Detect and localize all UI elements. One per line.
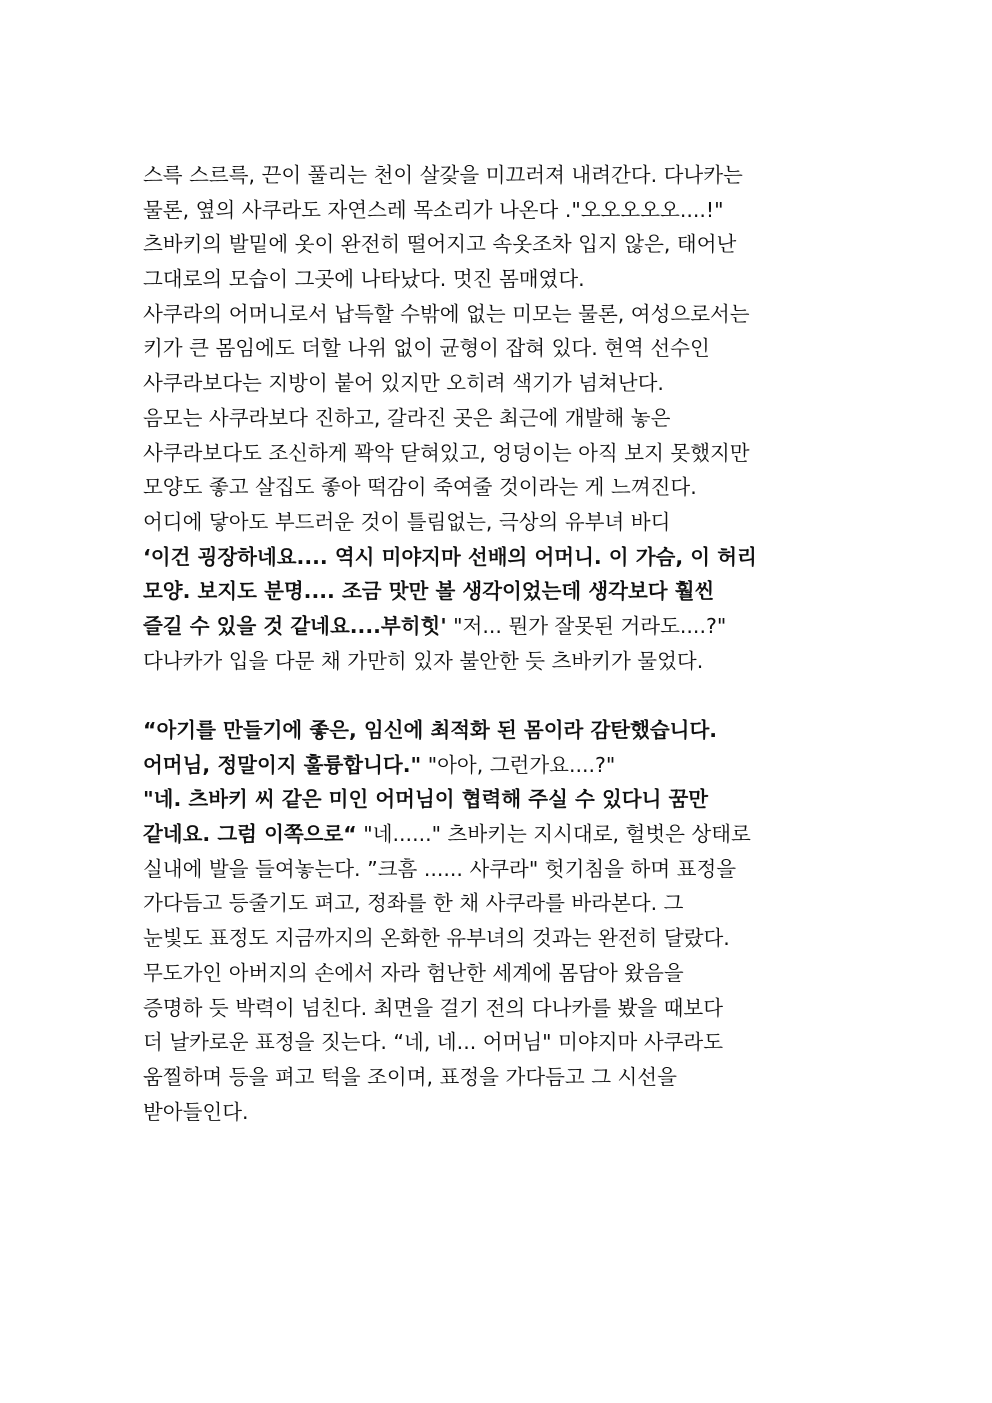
bold-text-segment: 즐길 수 있을 것 같네요....부히힛' [143, 613, 447, 638]
text-segment: 그대로의 모습이 그곳에 나타났다. 멋진 몸매였다. [143, 267, 585, 292]
text-line [143, 540, 863, 575]
bold-text-segment: 모양. 보지도 분명.... 조금 맛만 볼 생각이었는데 생각보다 훨씬 [143, 579, 715, 604]
text-segment: 더 날카로운 표정을 짓는다. “네, 네... 어머님" 미야지마 사쿠라도 [143, 1030, 724, 1055]
text-segment: 음모는 사쿠라보다 진하고, 갈라진 곳은 최근에 개발해 놓은 [143, 405, 671, 430]
text-line [143, 1025, 863, 1060]
text-line [143, 644, 863, 679]
text-segment: 눈빛도 표정도 지금까지의 온화한 유부녀의 것과는 완전히 달랐다. [143, 926, 730, 951]
text-line [143, 505, 863, 540]
text-line [143, 1095, 863, 1130]
text-segment: 스륵 스르륵, 끈이 풀리는 천이 살갗을 미끄러져 내려간다. 다나카는 [143, 163, 743, 187]
text-line [143, 297, 863, 332]
text-line [143, 574, 863, 609]
text-segment: 물론, 옆의 사쿠라도 자연스레 목소리가 나온다 ."오오오오오....!" [143, 197, 724, 222]
text-line [143, 921, 863, 956]
bold-text-segment: 같네요. 그럼 이쪽으로“ [143, 822, 357, 847]
text-line [143, 886, 863, 921]
text-segment: 사쿠라보다는 지방이 붙어 있지만 오히려 색기가 넘쳐난다. [143, 371, 664, 396]
text-line [143, 193, 863, 228]
text-line [143, 782, 863, 817]
text-line [143, 609, 863, 644]
document-page [143, 158, 863, 1129]
text-line [143, 817, 863, 852]
text-line [143, 331, 863, 366]
text-segment: 증명하 듯 박력이 넘친다. 최면을 걸기 전의 다나카를 봤을 때보다 [143, 995, 724, 1020]
text-segment: 어디에 닿아도 부드러운 것이 틀림없는, 극상의 유부녀 바디 [143, 509, 671, 534]
text-segment: 키가 큰 몸임에도 더할 나위 없이 균형이 잡혀 있다. 현역 선수인 [143, 336, 710, 361]
text-segment: 가다듬고 등줄기도 펴고, 정좌를 한 채 사쿠라를 바라본다. 그 [143, 891, 684, 916]
text-line [143, 366, 863, 401]
text-segment: 사쿠라의 어머니로서 납득할 수밖에 없는 미모는 물론, 여성으로서는 [143, 301, 750, 326]
text-line [143, 1060, 863, 1095]
text-line [143, 956, 863, 991]
text-segment: 츠바키의 발밑에 옷이 완전히 떨어지고 속옷조차 입지 않은, 태어난 [143, 232, 737, 257]
text-line [143, 748, 863, 783]
text-segment: 실내에 발을 들여놓는다. ”크흠 ...... 사쿠라" 헛기침을 하며 표정을 [143, 856, 737, 881]
bold-text-segment: ‘이건 굉장하네요.... 역시 미야지마 선배의 어머니. 이 가슴, 이 허리 [143, 544, 757, 569]
text-segment: "아아, 그런가요....?" [421, 752, 616, 777]
text-line [143, 158, 863, 193]
bold-text-segment: “아기를 만들기에 좋은, 임신에 최적화 된 몸이라 감탄했습니다. [143, 718, 718, 742]
text-line [143, 713, 863, 748]
bold-text-segment: 어머님, 정말이지 훌륭합니다." [143, 752, 422, 777]
text-segment: 모양도 좋고 살집도 좋아 떡감이 죽여줄 것이라는 게 느껴진다. [143, 475, 697, 500]
text-segment: 받아들인다. [143, 1099, 249, 1124]
text-segment: 사쿠라보다도 조신하게 꽉악 닫혀있고, 엉덩이는 아직 보지 못했지만 [143, 440, 750, 465]
text-segment: 무도가인 아버지의 손에서 자라 험난한 세계에 몸담아 왔음을 [143, 960, 684, 985]
blank-line [143, 678, 863, 713]
text-line [143, 470, 863, 505]
text-line [143, 262, 863, 297]
text-line [143, 227, 863, 262]
text-line [143, 852, 863, 887]
text-segment: 움찔하며 등을 펴고 턱을 조이며, 표정을 가다듬고 그 시선을 [143, 1064, 677, 1089]
text-segment: "네......" 츠바키는 지시대로, 헐벗은 상태로 [356, 822, 751, 847]
text-line [143, 436, 863, 471]
text-line [143, 991, 863, 1026]
bold-text-segment: "네. 츠바키 씨 같은 미인 어머님이 협력해 주실 수 있다니 꿈만 [143, 787, 709, 812]
text-segment: "저... 뭔가 잘못된 거라도....?" [446, 613, 727, 638]
text-segment: 다나카가 입을 다문 채 가만히 있자 불안한 듯 츠바키가 물었다. [143, 648, 704, 673]
text-line [143, 401, 863, 436]
